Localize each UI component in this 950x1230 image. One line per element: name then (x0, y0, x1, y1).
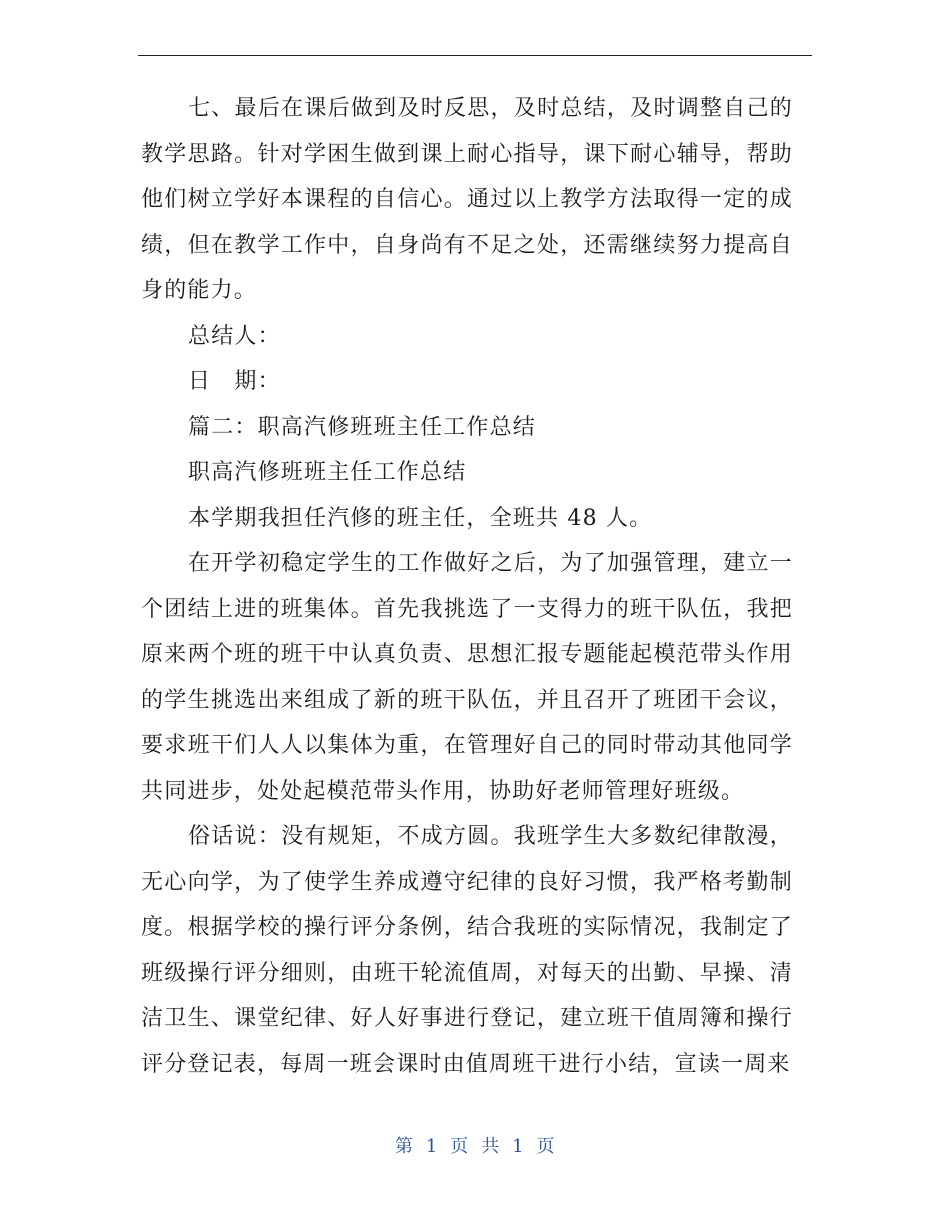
paragraph-section-7: 七、最后在课后做到及时反思，及时总结，及时调整自己的教学思路。针对学困生做到课上耐心指导，课下耐心辅导，帮助他们树立学好本课程的自信心。通过以上教学方法取得一定的成绩，但在教学工作中，自身尚有不足之处，还需继续努力提高自身的能力。 (141, 96, 793, 303)
paragraph-part-two-heading: 篇二：职高汽修班班主任工作总结 (188, 414, 537, 440)
page-number-footer: 第 1 页 共 1 页 (394, 1136, 556, 1157)
paragraph-class-cadre: 在开学初稳定学生的工作做好之后，为了加强管理，建立一个团结上进的班集体。首先我挑选了一支得力的班干队伍，我把原来两个班的班干中认真负责、思想汇报专题能起模范带头作用的学生挑选出来组成了新的班干队伍，并且召开了班团干会议，要求班干们人人以集体为重，在管理好自己的同时带动其他同学共同进步，处处起模范带头作用，协助好老师管理好班级。 (141, 551, 793, 804)
paragraph-discipline: 俗话说：没有规矩，不成方圆。我班学生大多数纪律散漫，无心向学，为了使学生养成遵守纪律的良好习惯，我严格考勤制度。根据学校的操行评分条例，结合我班的实际情况，我制定了班级操行评分细则，由班干轮流值周，对每天的出勤、早操、清洁卫生、课堂纪律、好人好事进行登记，建立班干值周簿和操行评分登记表，每周一班会课时由值周班干进行小结，宣读一周来 (141, 824, 793, 1077)
paragraph-summarizer: 总结人： (188, 323, 281, 349)
header-rule (138, 55, 812, 56)
paragraph-title: 职高汽修班班主任工作总结 (188, 460, 467, 485)
paragraph-class-info: 本学期我担任汽修的班主任，全班共 48 人。 (188, 505, 653, 531)
document-body (141, 86, 793, 1087)
paragraph-date: 日 期： (188, 369, 281, 394)
